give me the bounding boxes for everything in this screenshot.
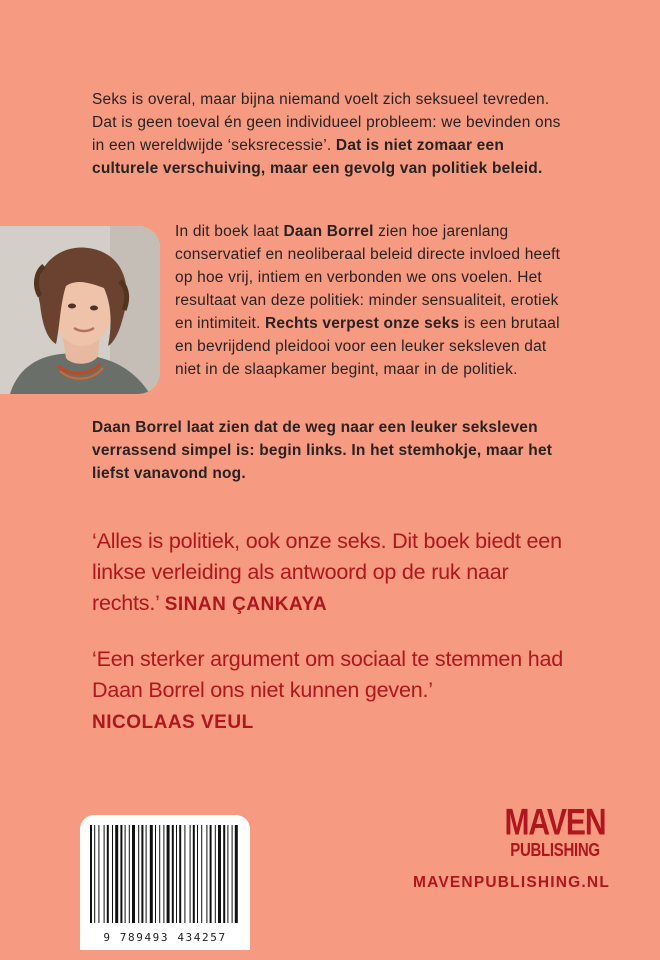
intro-paragraph bbox=[92, 88, 572, 180]
barcode bbox=[80, 815, 250, 950]
description-text-2: zien hoe jarenlang conservatief en neoliberaal beleid directe invloed heeft op hoe vrij, intiem en verbonden we ons voelen. Het resultaat van deze politiek: minder sensualiteit, erotiek en intimiteit. bbox=[175, 223, 561, 332]
logo-top-text: MAVEN bbox=[504, 801, 606, 843]
quote-2 bbox=[92, 644, 572, 738]
intro-bold-text: Dat is niet zomaar een culturele verschuiving, maar een gevolg van politiek beleid. bbox=[92, 137, 543, 177]
publisher-logo bbox=[500, 801, 610, 861]
description-text-1: In dit boek laat bbox=[175, 223, 284, 240]
quote-1-text: ‘Alles is politiek, ook onze seks. Dit boek biedt een linkse verleiding als antwoord op de ruk naar rechts.’ bbox=[92, 529, 562, 615]
description-paragraph bbox=[175, 220, 575, 381]
book-title-bold: Rechts verpest onze seks bbox=[265, 315, 460, 332]
description-text-3: is een brutaal en bevrijdend pleidooi voor een leuker seksleven dat niet in de slaapkamer begint, maar in de politiek. bbox=[175, 315, 560, 378]
barcode-bars bbox=[88, 825, 242, 923]
author-photo bbox=[0, 226, 160, 394]
quote-1 bbox=[92, 526, 572, 620]
barcode-number: 9 789493 434257 bbox=[103, 931, 227, 944]
author-portrait-image bbox=[0, 226, 160, 394]
quote-1-author: SINAN ÇANKAYA bbox=[164, 594, 328, 615]
publisher-website: MAVENPUBLISHING.NL bbox=[413, 874, 610, 891]
intro-text: Seks is overal, maar bijna niemand voelt zich seksueel tevreden. Dat is geen toeval én geen individueel probleem: we bevinden ons in een wereldwijde ‘seksrecessie’. bbox=[92, 91, 561, 154]
quote-2-text: ‘Een sterker argument om sociaal te stemmen had Daan Borrel ons niet kunnen geven.’ bbox=[92, 647, 563, 702]
author-name-bold: Daan Borrel bbox=[283, 223, 374, 240]
quote-2-author: NICOLAAS VEUL bbox=[92, 712, 254, 733]
closing-paragraph: Daan Borrel laat zien dat de weg naar een leuker seksleven verrassend simpel is: begin links. In het stemhokje, maar het liefst vanavond nog. bbox=[92, 419, 553, 482]
logo-bottom-text: PUBLISHING bbox=[510, 840, 600, 861]
